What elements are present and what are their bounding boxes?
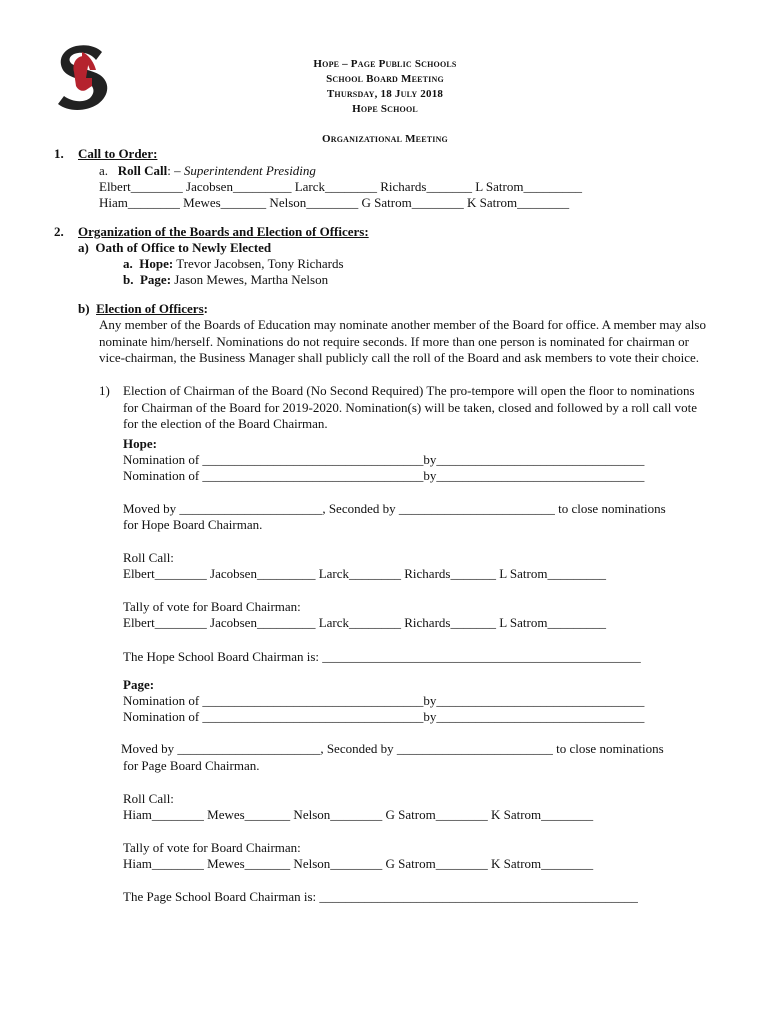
page-tally-label: Tally of vote for Board Chairman:: [123, 840, 301, 855]
roll-call-note: – Superintendent Presiding: [170, 163, 316, 178]
hope-nomination-1: Nomination of __________________________________by________________________________: [123, 452, 645, 467]
roll-call-row-1: Elbert________ Jacobsen_________ Larck________ Richards_______ L Satrom_________: [99, 179, 582, 194]
page-block-title: Page:: [123, 677, 155, 692]
section-2-number: 2.: [54, 224, 64, 239]
header-date: Thursday, 18 July 2018: [326, 88, 444, 100]
header-meeting-type: Organizational Meeting: [322, 133, 448, 145]
hope-tally-row: Elbert________ Jacobsen_________ Larck________ Richards_______ L Satrom_________: [123, 615, 606, 630]
election-letter: b): [78, 301, 90, 316]
roll-call-label-letter: a.: [99, 163, 109, 178]
oath-line: [78, 240, 271, 256]
header-meeting: School Board Meeting: [326, 73, 444, 85]
election-line: [78, 301, 208, 317]
election-paragraph: Any member of the Boards of Education may nominate another member of the Board for office. A member may also nominate him/herself. Nominations do not require seconds. If more than one person is nominated for chairman or vice-chairman, the Business Manager shall publicly call the roll of the Board and ask members to vote their choice.: [99, 317, 706, 365]
oath-page-names: Jason Mewes, Martha Nelson: [171, 272, 329, 287]
oath-hope-letter: a.: [123, 256, 133, 271]
page-moved-line: Moved by ______________________, Seconded by ________________________ to close nominations: [121, 741, 664, 756]
school-logo-s-icon: [52, 42, 116, 112]
hope-moved-line-2: for Hope Board Chairman.: [123, 517, 263, 532]
page-nomination-1: Nomination of __________________________________by________________________________: [123, 693, 645, 708]
header-location: Hope School: [352, 103, 418, 115]
oath-letter: a): [78, 240, 89, 255]
oath-page-key: Page:: [139, 272, 172, 287]
roll-call-row-2: Hiam________ Mewes_______ Nelson________ G Satrom________ K Satrom________: [99, 195, 570, 210]
page-moved-line-2: for Page Board Chairman.: [123, 758, 260, 773]
hope-moved-line: Moved by ______________________, Seconded by ________________________ to close nominations: [123, 501, 666, 516]
election-colon: :: [203, 301, 208, 316]
hope-chairman-result: The Hope School Board Chairman is: _________________________________________________: [123, 649, 641, 664]
page-tally-row: Hiam________ Mewes_______ Nelson________ G Satrom________ K Satrom________: [123, 856, 594, 871]
roll-call-line: [99, 163, 316, 179]
page-chairman-result: The Page School Board Chairman is: _________________________________________________: [123, 889, 638, 904]
oath-page-line: [123, 272, 328, 288]
item-1-text: Election of Chairman of the Board (No Second Required) The pro-tempore will open the floor to nominations for Chairman of the Board for 2019-2020. Nomination(s) will be taken, closed and followed by a roll call vote for the election of the Board Chairman.: [123, 383, 698, 431]
page-roll-call-row: Hiam________ Mewes_______ Nelson________ G Satrom________ K Satrom________: [123, 807, 594, 822]
page-roll-call-label: Roll Call:: [123, 791, 174, 806]
hope-nomination-2: Nomination of __________________________________by________________________________: [123, 468, 645, 483]
oath-hope-key: Hope:: [139, 256, 174, 271]
roll-call-colon: :: [167, 163, 171, 178]
section-1-number: 1.: [54, 146, 64, 161]
page-nomination-2: Nomination of __________________________________by________________________________: [123, 709, 645, 724]
roll-call-title: Roll Call: [117, 163, 168, 178]
oath-hope-names: Trevor Jacobsen, Tony Richards: [173, 256, 344, 271]
section-1-title: Call to Order:: [78, 146, 158, 161]
header-district: Hope – Page Public Schools: [313, 58, 457, 70]
oath-hope-line: [123, 256, 344, 272]
hope-block-title: Hope:: [123, 436, 157, 451]
hope-roll-call-row: Elbert________ Jacobsen_________ Larck________ Richards_______ L Satrom_________: [123, 566, 606, 581]
election-title: Election of Officers: [96, 301, 204, 316]
oath-page-letter: b.: [123, 272, 134, 287]
oath-title: Oath of Office to Newly Elected: [95, 240, 272, 255]
hope-roll-call-label: Roll Call:: [123, 550, 174, 565]
section-2-title: Organization of the Boards and Election of Officers:: [78, 224, 369, 239]
hope-tally-label: Tally of vote for Board Chairman:: [123, 599, 301, 614]
item-1-number: 1): [99, 383, 110, 398]
